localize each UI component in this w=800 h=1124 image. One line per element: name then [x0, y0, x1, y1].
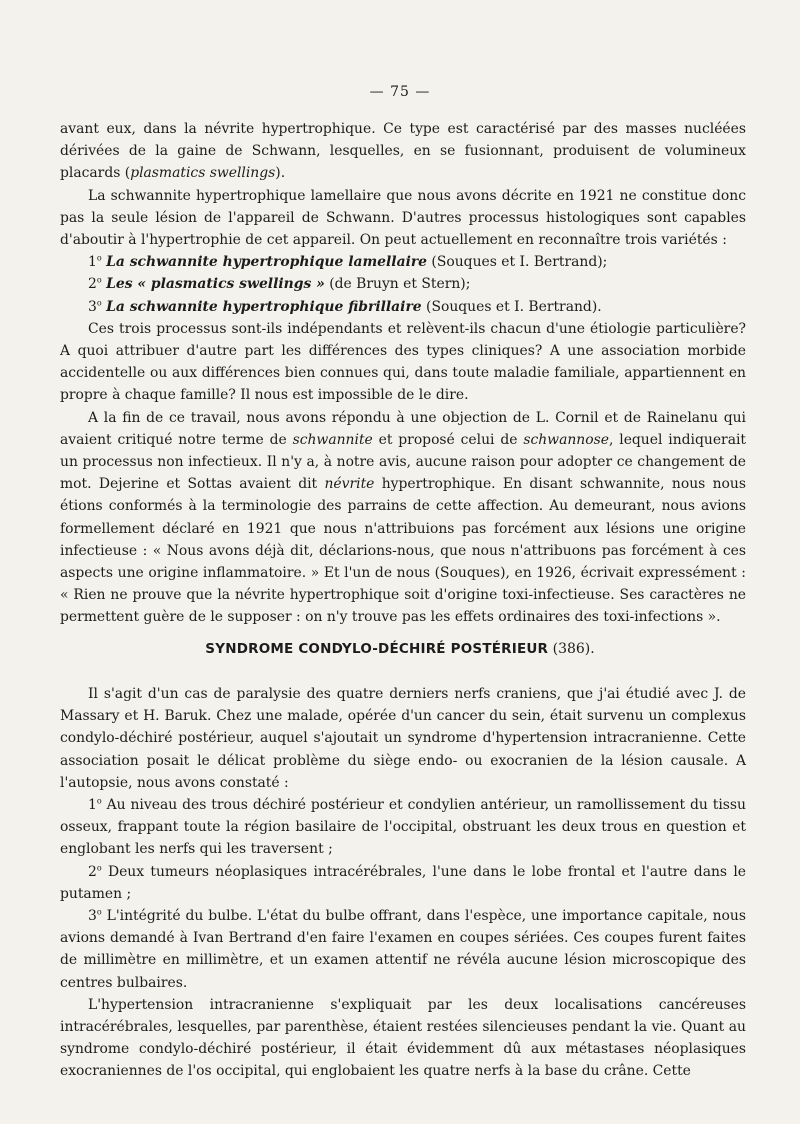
upper-text-block — [60, 118, 746, 629]
paragraph: Ces trois processus sont-ils indépendants et relèvent-ils chacun d'une étiologie particulière? A quoi attribuer d'autre part les différences des types cliniques? A une association morbide accidentelle ou aux différences bien connues qui, dans toute maladie familiale, appartiennent en propre à chaque famille? Il nous est impossible de le dire. — [60, 320, 746, 404]
page-number: — 75 — — [369, 84, 431, 100]
list-item: 1$^o$ La schwannite hypertrophique lamellaire (Souques et I. Bertrand); — [88, 253, 608, 271]
section-heading — [0, 641, 800, 657]
paragraph: Il s'agit d'un cas de paralysie des quatre derniers nerfs craniens, que j'ai étudié avec J. de Massary et H. Baruk. Chez une malade, opérée d'un cancer du sein, était survenu un complexus condylo-déchiré postérieur, auquel s'ajoutait un syndrome d'hypertension intracranienne. Cette association posait le délicat problème du siège endo- ou exocranien de la lésion causale. A l'autopsie, nous avons constaté : — [60, 686, 746, 791]
list-item: 2$^o$ Deux tumeurs néoplasiques intracérébrales, l'une dans le lobe frontal et l'autre dans le putamen ; — [60, 863, 746, 902]
list-item: 1$^o$ Au niveau des trous déchiré postérieur et condylien antérieur, un ramollissement du tissu osseux, frappant toute la région basilaire de l'occipital, obstruant les deux trous en question et englobant les nerfs qui les traversent ; — [60, 796, 746, 858]
section-title: SYNDROME CONDYLO-DÉCHIRÉ POSTÉRIEUR — [205, 641, 549, 657]
list-item: 3$^o$ L'intégrité du bulbe. L'état du bulbe offrant, dans l'espèce, une importance capitale, nous avions demandé à Ivan Bertrand d'en faire l'examen en coupes sériées. Ces coupes furent faites de millimètre en millimètre, et un examen attentif ne révéla aucune lésion microscopique des centres bulbaires. — [60, 907, 746, 991]
paragraph: avant eux, dans la névrite hypertrophique. Ce type est caractérisé par des masses nucléées dérivées de la gaine de Schwann, lesquelles, en se fusionnant, produisent de volumineux placards (plasmatics swellings). — [60, 121, 746, 182]
lower-text-block — [60, 683, 746, 1083]
list-item: 3$^o$ La schwannite hypertrophique fibrillaire (Souques et I. Bertrand). — [88, 298, 602, 315]
list-item: 2$^o$ Les « plasmatics swellings » (de Bruyn et Stern); — [88, 275, 471, 293]
paragraph: La schwannite hypertrophique lamellaire que nous avons décrite en 1921 ne constitue donc pas la seule lésion de l'appareil de Schwann. D'autres processus histologiques sont capables d'aboutir à l'hypertrophie de cet appareil. On peut actuellement en reconnaître trois variétés : — [60, 187, 746, 249]
section-ref: (386). — [548, 641, 595, 657]
paragraph: L'hypertension intracranienne s'expliquait par les deux localisations cancéreuses intracérébrales, lesquelles, par parenthèse, étaient restées silencieuses pendant la vie. Quant au syndrome condylo-déchiré postérieur, il était évidemment dû aux métastases néoplasiques exocraniennes de l'os occipital, qui englobaient les quatre nerfs à la base du crâne. Cette — [60, 996, 746, 1080]
paragraph: A la fin de ce travail, nous avons répondu à une objection de L. Cornil et de Rainelanu qui avaient critiqué notre terme de schwannite et proposé celui de schwannose, lequel indiquerait un processus non infectieux. Il n'y a, à notre avis, aucune raison pour adopter ce changement de mot. Dejerine et Sottas avaient dit névrite hypertrophique. En disant schwannite, nous nous étions conformés à la terminologie des parrains de cette affection. Au demeurant, nous avions formellement déclaré en 1921 que nous n'attribuions pas forcément aux lésions une origine infectieuse : « Nous avons déjà dit, déclarions-nous, que nous n'attribuons pas forcément à ces aspects une origine inflammatoire. » Et l'un de nous (Souques), en 1926, écrivait expressément : « Rien ne prouve que la névrite hypertrophique soit d'origine toxi-infectieuse. Ses caractères ne permettent guère de le supposer : on n'y trouve pas les effets ordinaires des toxi-infections ». — [60, 409, 747, 626]
